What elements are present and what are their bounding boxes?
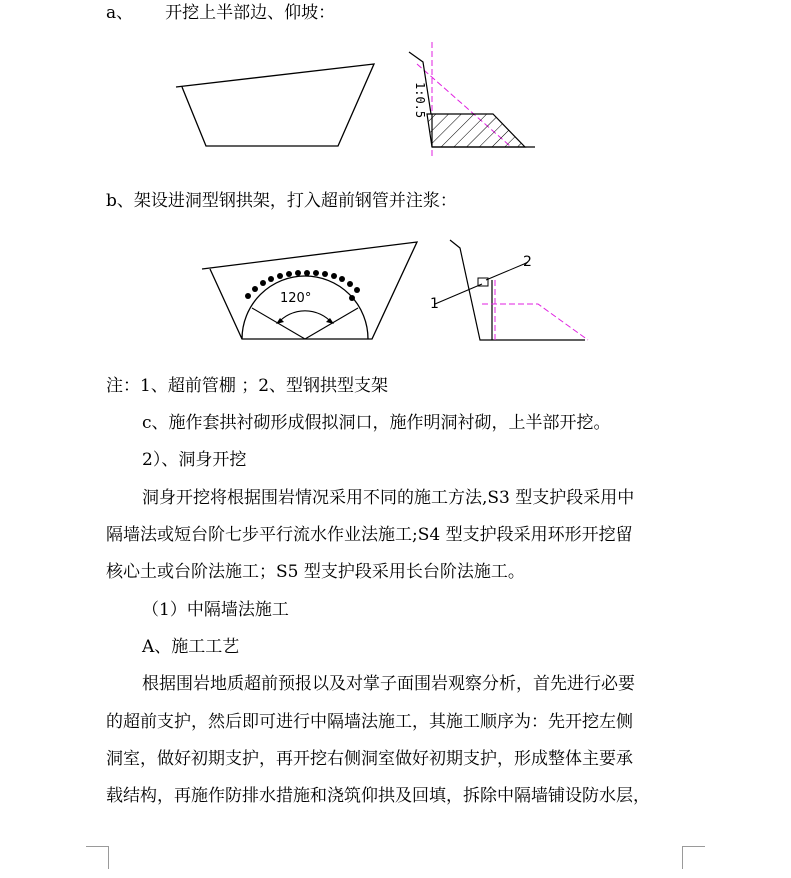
figure-excavation-outline — [170, 52, 380, 152]
figure-arch-pipe-roof — [200, 238, 420, 343]
step-c-line — [142, 413, 611, 433]
paragraph-1-line-3 — [106, 562, 525, 582]
figure-slope-section — [395, 40, 545, 160]
process-heading-text: A、施工工艺 — [142, 637, 240, 657]
paragraph-2-line-3-text: 洞室，做好初期支护，再开挖右侧洞室做好初期支护，形成整体主要承 — [106, 749, 633, 769]
step-c-text: c、施作套拱衬砌形成假拟洞口，施作明洞衬砌，上半部开挖。 — [142, 413, 611, 433]
angle-label: 120° — [280, 291, 312, 306]
step-a-prefix: a、 — [106, 3, 134, 23]
paragraph-2-line-2 — [106, 712, 633, 732]
paragraph-2-line-2-text: 的超前支护，然后即可进行中隔墙法施工，其施工顺序为：先开挖左侧 — [106, 712, 633, 732]
paragraph-2-line-3 — [106, 749, 633, 769]
slope-ratio-label: 1:0.5 — [413, 82, 427, 119]
page-corner-mark-left — [86, 846, 109, 869]
figure-longitudinal-callouts — [430, 236, 595, 346]
paragraph-1-line-1-text: 洞身开挖将根据围岩情况采用不同的施工方法,S3 型支护段采用中 — [142, 488, 635, 508]
step-a-line — [106, 3, 335, 23]
paragraph-1-line-1 — [142, 488, 634, 508]
callout-2-label: 2 — [523, 254, 532, 270]
note-text: 注：1、超前管棚 ；2、型钢拱型支架 — [106, 376, 389, 396]
subsection-heading-text: （1）中隔墙法施工 — [142, 600, 289, 620]
step-a-text: 开挖上半部边、仰坡： — [165, 3, 336, 23]
paragraph-2-line-4-text: 载结构，再施作防排水措施和浇筑仰拱及回填，拆除中隔墙铺设防水层， — [106, 786, 650, 806]
paragraph-2-line-1-text: 根据围岩地质超前预报以及对掌子面围岩观察分析，首先进行必要 — [142, 674, 635, 694]
note-line — [106, 376, 388, 396]
subsection-heading — [142, 600, 289, 620]
step-b-line — [106, 191, 457, 211]
callout-1-label: 1 — [430, 296, 439, 312]
paragraph-2-line-4 — [106, 786, 650, 806]
section-tunnel-body-text: 2）、洞身开挖 — [142, 450, 247, 470]
step-b-text: b、架设进洞型钢拱架，打入超前钢管并注浆： — [106, 191, 457, 211]
page-corner-mark-right — [682, 846, 705, 869]
paragraph-2-line-1 — [142, 674, 635, 694]
paragraph-1-line-2-text: 隔墙法或短台阶七步平行流水作业法施工;S4 型支护段采用环形开挖留 — [106, 525, 633, 545]
paragraph-1-line-2 — [106, 525, 633, 545]
paragraph-1-line-3-text: 核心土或台阶法施工；S5 型支护段采用长台阶法施工。 — [106, 562, 525, 582]
section-tunnel-body-heading — [142, 450, 246, 470]
process-heading — [142, 637, 239, 657]
